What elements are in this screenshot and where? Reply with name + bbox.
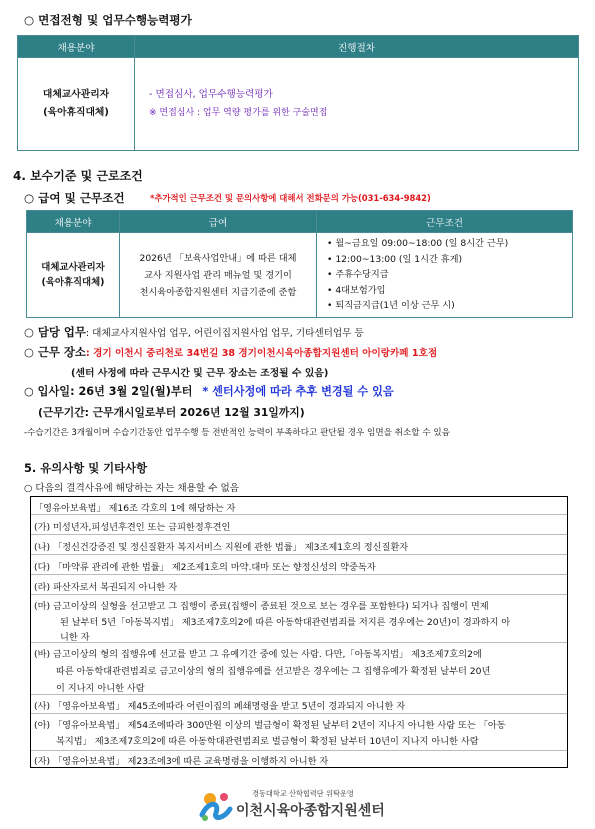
place-note: (센터 사정에 따라 근무시간 및 근무 장소는 조정될 수 있음) <box>71 368 329 379</box>
disqualification-item: (다) 「마약류 관리에 관한 법률」 제2조제1호의 마약.대마 또는 향정신성의 약중독자 <box>34 562 376 573</box>
work-period: (근무기간: 근무개시일로부터 2026년 12월 31일까지) <box>38 406 305 419</box>
condition-item: • 12:00~13:00 (일 1시간 휴게) <box>327 253 463 265</box>
start-note: * 센터사정에 따라 추후 변경될 수 있음 <box>202 385 394 398</box>
condition-item: • 월~금요일 09:00~18:00 (일 8시간 근무) <box>327 238 509 250</box>
footer-org-name: 이천시육아종합지원센터 <box>236 803 385 819</box>
salary-header-pay: 급여 <box>120 211 317 233</box>
interview-process-line1: - 면접심사, 업무수행능력평가 <box>149 89 273 100</box>
salary-field-cell <box>27 233 120 318</box>
center-logo-icon <box>198 787 234 823</box>
interview-field-cell <box>18 58 135 151</box>
disqualification-item: 따른 아동학대관련범죄로 금고이상의 형의 집행유예를 선고받은 경우에는 그 집행유예가 확정된 날부터 20년 <box>56 666 491 677</box>
footer-small-text: 경동대학교 산학협력단 위탁운영 <box>252 789 354 798</box>
condition-item: • 주휴수당지급 <box>327 269 389 281</box>
start-text: : 26년 3월 2일(월)부터 <box>70 385 193 398</box>
salary-table <box>26 210 573 318</box>
interview-process-cell <box>135 58 579 151</box>
disqualification-item: (자) 「영유아보육법」 제23조에3에 따른 교육명령을 이행하지 아니한 자 <box>34 756 329 767</box>
duty-label: ○ 담당 업무 <box>24 325 86 339</box>
place-text: : 경기 이천시 중리천로 34번길 38 경기이천시육아종합지원센터 아이랑카페 1호점 <box>85 348 438 359</box>
start-label: ○ 입사일 <box>24 385 71 398</box>
place-label: ○ 근무 장소 <box>24 345 86 359</box>
disqualification-item: (마) 금고이상의 실형을 선고받고 그 집행이 종료(집행이 종료된 것으로 보는 경우를 포함한다) 되거나 집행이 면제 <box>34 601 489 612</box>
disqualification-item: 복지법」 제3조제7호의2에 따른 아동학대관련범죄로 벌금형이 확정된 날부터 10년이 지나지 아니한 사람 <box>56 736 479 747</box>
interview-process-line2: ※ 면접심사 : 업무 역량 평가를 위한 구술면접 <box>149 108 328 118</box>
section4-heading: 4. 보수기준 및 근로조건 <box>13 169 143 183</box>
interview-table <box>17 35 579 151</box>
interview-header-field: 채용분야 <box>18 36 135 58</box>
disqualification-item: 된 날부터 5년「아동복지법」 제3조제7호의2에 따른 아동학대관련범죄를 저지른 경우에는 20년)이 경과하지 아 <box>60 617 511 628</box>
condition-item: • 퇴직금지급(1년 이상 근무 시) <box>327 300 455 312</box>
disqualification-item: (사) 「영유아보육법」 제45조에따라 어린이집의 폐쇄명령을 받고 5년이 경과되지 아니한 자 <box>34 701 406 712</box>
salary-header-field: 채용분야 <box>27 211 120 233</box>
salary-conditions-cell <box>317 233 573 318</box>
place-line <box>24 344 437 360</box>
salary-pay-cell <box>120 233 317 318</box>
disqualification-item: (가) 미성년자,피성년후견인 또는 금피한정후견인 <box>34 522 231 533</box>
disqualification-item: (라) 파산자로서 복권되지 아니한 자 <box>34 582 178 593</box>
disqualification-item: 니한 자 <box>60 632 90 643</box>
section5-heading: 5. 유의사항 및 기타사항 <box>24 461 148 475</box>
salary-pay-line2: 교사 지원사업 관리 매뉴얼 및 경기이 <box>144 269 292 281</box>
start-line <box>24 383 394 399</box>
probation-note: -수습기간은 3개월이며 수습기간동안 업무수행 등 전반적인 능력이 부족하다고 판단될 경우 임면을 취소할 수 있음 <box>24 428 450 438</box>
disqualification-item: (바) 금고이상의 형의 집행유예 선고를 받고 그 유예기간 중에 있는 사람. 다만,「아동복지법」 제3조제7호의2에 <box>34 649 482 660</box>
salary-pay-line1: 2026년 「보육사업안내」에 따른 대체 <box>139 252 297 264</box>
salary-heading: ○ 급여 및 근무조건 <box>24 191 125 205</box>
duty-line <box>24 324 364 340</box>
interview-field-line1: 대체교사관리자 <box>42 89 110 100</box>
salary-pay-line3: 천시육아종합지원센터 지급기준에 준함 <box>139 286 297 298</box>
disqualification-item: (나) 「정신건강증진 및 정신질환자 복지서비스 지원에 관한 법률」 제3조제1호의 정신질환자 <box>34 542 409 553</box>
section5-intro: ○ 다음의 결격사유에 해당하는 자는 채용할 수 없음 <box>24 483 240 494</box>
interview-field-line2: (육아휴직대체) <box>43 107 109 118</box>
interview-heading: ○ 면접전형 및 업무수행능력평가 <box>24 13 192 27</box>
salary-note: *추가적인 근무조건 및 문의사항에 대해서 전화문의 가능(031-634-9842) <box>150 193 431 203</box>
salary-header-conditions: 근무조건 <box>317 211 573 233</box>
disqualification-item: (아) 「영유아보육법」 제54조에따라 300만원 이상의 벌금형이 확정된 날부터 2년이 지나지 아니한 사람 또는 「아동 <box>34 720 506 731</box>
condition-item: • 4대보험가입 <box>327 284 386 296</box>
salary-field-line2: (육아휴직대체) <box>41 277 105 288</box>
salary-field-line1: 대체교사관리자 <box>41 262 105 273</box>
disqualification-item: 이 지나지 아니한 사람 <box>56 683 145 694</box>
interview-header-process: 진행절차 <box>135 36 579 58</box>
duty-text: : 대체교사지원사업 업무, 어린이집지원사업 업무, 기타센터업무 등 <box>85 328 364 339</box>
disqualification-item: 「영유아보육법」 제16조 각호의 1에 해당하는 자 <box>34 503 236 514</box>
